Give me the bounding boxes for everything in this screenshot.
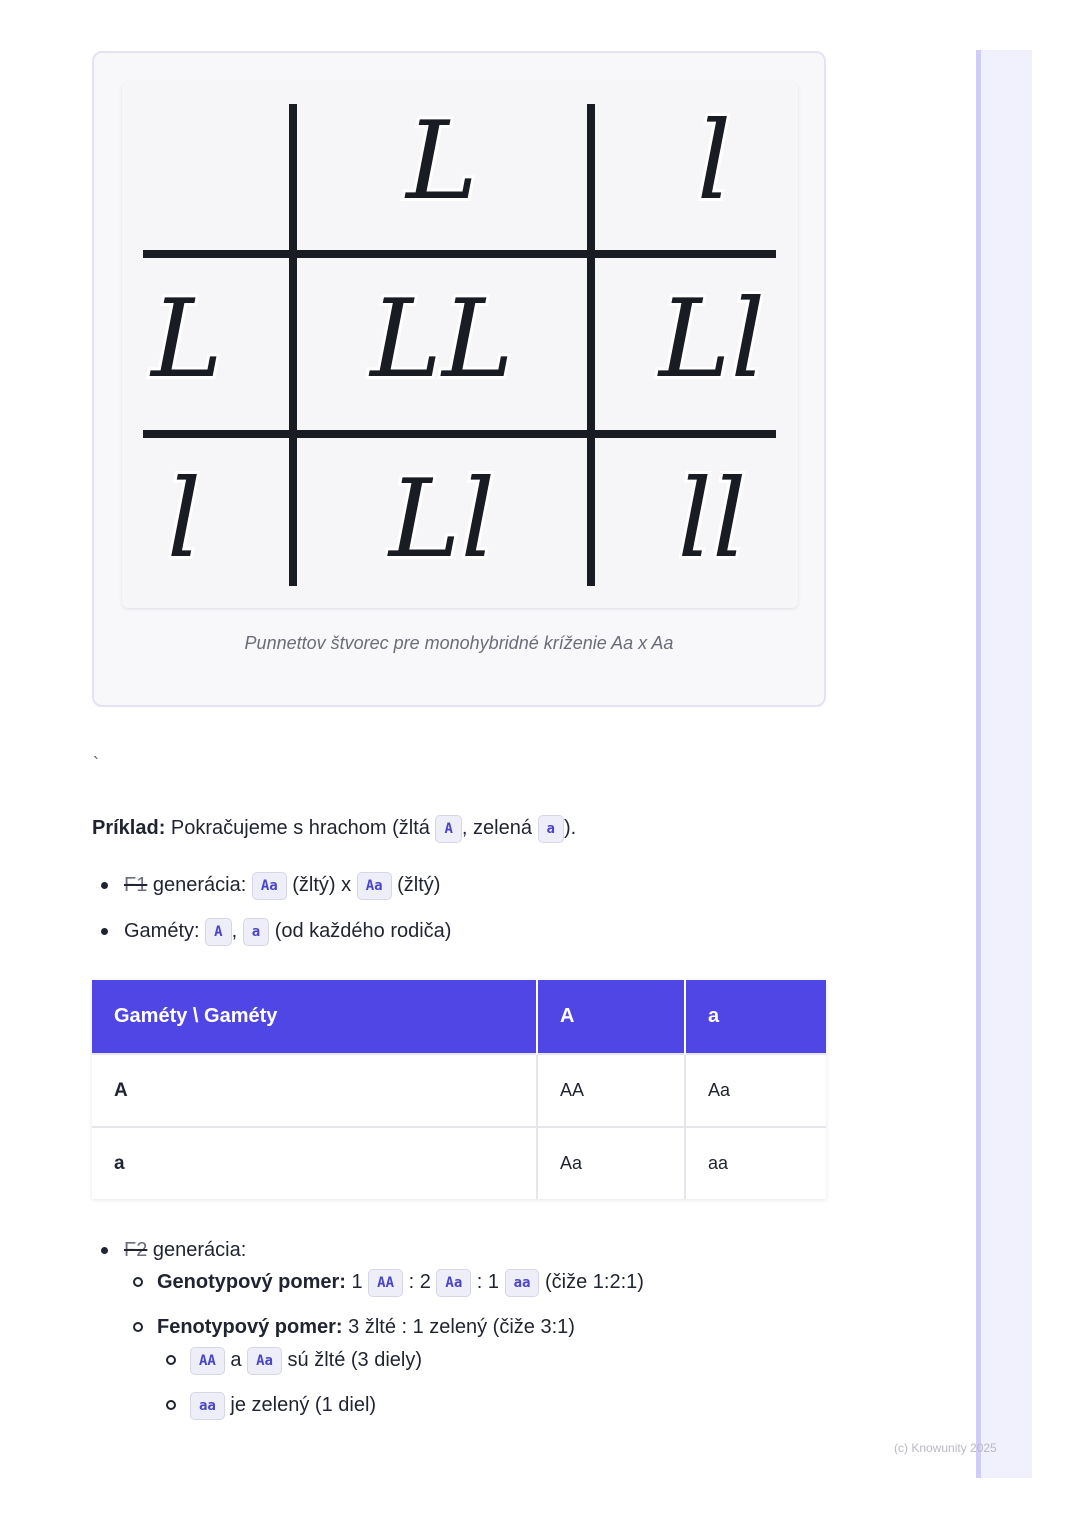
punnett-row-label-1: L [151, 277, 223, 402]
punnett-row-label-2: l [166, 457, 202, 582]
list-text: a [224, 1349, 248, 1371]
inline-code: A [435, 815, 461, 843]
table-row [92, 1127, 826, 1199]
genotype-label: Genotypový pomer: [157, 1271, 346, 1293]
f2-prefix: F2 [124, 1239, 148, 1261]
table-header-cell: a [685, 980, 826, 1054]
punnett-square-graphic [122, 82, 798, 608]
list-item-f1 [124, 871, 451, 917]
table-header-cell: Gaméty \ Gaméty [92, 980, 537, 1054]
green-item [190, 1391, 376, 1420]
inline-code: a [538, 815, 564, 843]
inline-code: A [205, 918, 231, 946]
phenotype-label: Fenotypový pomer: [157, 1316, 343, 1338]
table-row-header: a [92, 1127, 537, 1199]
inline-code: a [243, 918, 269, 946]
inline-code: Aa [357, 872, 392, 900]
genotype-item [157, 1268, 644, 1297]
list-text: 1 [345, 1271, 369, 1293]
inline-code: Aa [436, 1269, 471, 1297]
inline-code: Aa [247, 1347, 282, 1375]
list-text: (od každého rodiča) [269, 920, 452, 942]
f1-list [124, 871, 451, 963]
punnett-cell-2-1: Ll [388, 457, 496, 582]
figure-card [92, 51, 826, 707]
f1-prefix: F1 [124, 874, 148, 896]
table-row-header: A [92, 1054, 537, 1127]
figure-caption: Punnettov štvorec pre monohybridné kríženie Aa x Aa [244, 633, 674, 653]
list-item-f2 [124, 1236, 246, 1264]
punnett-header-1: L [406, 99, 478, 224]
list-text: (čiže 1:2:1) [539, 1271, 644, 1293]
example-label: Príklad: [92, 817, 166, 839]
list-text: je zelený (1 diel) [224, 1394, 377, 1416]
phenotype-item [157, 1313, 575, 1341]
table-cell: aa [685, 1127, 826, 1199]
inline-code: Aa [252, 872, 287, 900]
inline-code: aa [505, 1269, 540, 1297]
list-text: (žltý) [391, 874, 441, 896]
punnett-cell-1-1: LL [370, 277, 514, 402]
stray-backtick: ` [93, 754, 99, 774]
punnett-cell-2-2: ll [677, 457, 747, 582]
copyright-text: (c) Knowunity 2025 [894, 1441, 997, 1455]
example-text: , zelená [461, 817, 538, 839]
list-text: generácia: [147, 874, 252, 896]
list-text: 3 žlté : 1 zelený (čiže 3:1) [342, 1316, 575, 1338]
list-item-gametes [124, 917, 451, 963]
table-header-cell: A [537, 980, 685, 1054]
list-text: generácia: [147, 1239, 247, 1261]
table-cell: AA [537, 1054, 685, 1127]
list-text: sú žlté (3 diely) [281, 1349, 423, 1371]
list-text: , [231, 920, 243, 942]
punnett-square-image [122, 82, 798, 608]
yellow-item [190, 1346, 422, 1375]
table-cell: Aa [685, 1054, 826, 1127]
right-sidebar [976, 50, 1032, 1478]
gametes-table [92, 980, 826, 1199]
table-header-row [92, 980, 826, 1054]
example-text: Pokračujeme s hrachom (žltá [165, 817, 436, 839]
punnett-cell-1-2: Ll [658, 277, 766, 402]
inline-code: AA [190, 1347, 225, 1375]
example-paragraph [92, 814, 576, 843]
inline-code: AA [368, 1269, 403, 1297]
table-row [92, 1054, 826, 1127]
punnett-header-2: l [696, 99, 732, 224]
list-text: Gaméty: [124, 920, 206, 942]
inline-code: aa [190, 1392, 225, 1420]
list-text: : 2 [403, 1271, 437, 1293]
list-text: (žltý) x [286, 874, 357, 896]
list-text: : 1 [471, 1271, 505, 1293]
example-text: ). [563, 817, 577, 839]
table-cell: Aa [537, 1127, 685, 1199]
